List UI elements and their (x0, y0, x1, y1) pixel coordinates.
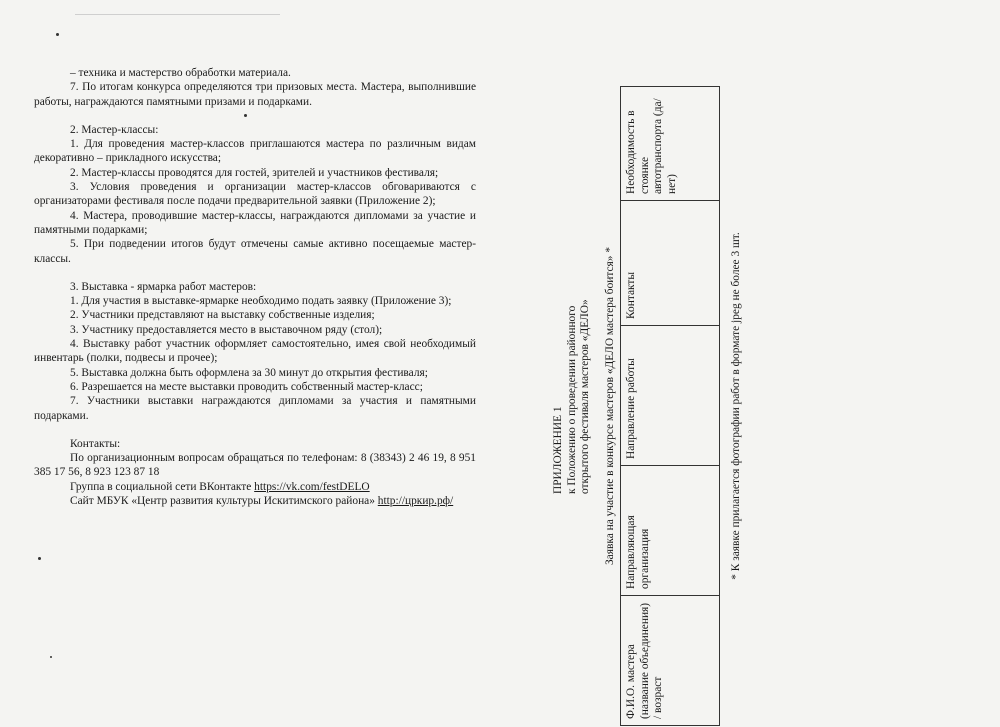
contacts-heading: Контакты: (70, 437, 121, 450)
paragraph: 2. Участники представляют на выставку собственные изделия; (70, 309, 375, 322)
paragraph: 1. Для участия в выставке-ярмарке необходимо подать заявку (Приложение 3); (70, 295, 452, 308)
section-heading-master-classes: 2. Мастер-классы: (70, 123, 159, 136)
document-body (34, 66, 476, 508)
column-header-organization: Направляющая организация (621, 465, 719, 595)
site-link[interactable]: http://цркир.рф/ (377, 495, 454, 508)
contacts-phones: По организационным вопросам обращаться по телефонам: 8 (38343) 2 46 19, 8 951 385 17 56, 8 923 123 87 18 (34, 452, 476, 479)
paragraph: 1. Для проведения мастер-классов приглашаются мастера по различным видам декоративно – прикладного искусства; (34, 138, 476, 165)
column-header-contacts: Контакты (621, 200, 719, 325)
site-line (34, 494, 476, 508)
appendix-line: к Положению о проведении районного (565, 305, 578, 494)
paragraph: – техника и мастерство обработки материала. (70, 67, 291, 79)
vk-line (34, 480, 476, 494)
paragraph: 4. Выставку работ участник оформляет самостоятельно, имея свой необходимый инвентарь (полки, подвесы и прочее); (34, 338, 476, 365)
paragraph: 3. Условия проведения и организации мастер-классов обговариваются с организаторами фестиваля после подачи предварительной заявки (Приложение 2); (34, 181, 476, 208)
paragraph: 3. Участнику предоставляется место в выставочном ряду (стол); (70, 323, 383, 336)
vk-link[interactable]: https://vk.com/festDELO (254, 480, 370, 493)
paragraph: 7. Участники выставки награждаются дипломами за участия и памятными подарками. (34, 395, 476, 422)
column-header-name: Ф.И.О. мастера (название объединения) / возраст (621, 595, 719, 725)
site-label: Сайт МБУК «Центр развития культуры Искитимского района» (70, 495, 378, 508)
column-header-parking: Необходимость в стоянке автотранспорта (да/нет) (625, 98, 678, 194)
scan-speck (38, 557, 41, 560)
paragraph: 4. Мастера, проводившие мастер-классы, награждаются дипломами за участие и памятными подарками; (34, 209, 476, 236)
paragraph: 5. При подведении итогов будут отмечены самые активно посещаемые мастер-классы. (34, 238, 476, 265)
paragraph: 5. Выставка должна быть оформлена за 30 минут до открытия фестиваля; (70, 366, 428, 379)
appendix-title: ПРИЛОЖЕНИЕ 1 (552, 406, 564, 494)
form-footnote: * К заявке прилагается фотографии работ в формате jpeg не более 3 шт. (730, 232, 742, 580)
application-form-table (620, 86, 720, 726)
paragraph: 7. По итогам конкурса определяются три призовых места. Мастера, выполнившие работы, награждаются памятными призами и подарками. (34, 81, 476, 108)
appendix-header (552, 204, 593, 494)
paragraph: 2. Мастер-классы проводятся для гостей, зрителей и участников фестиваля; (70, 166, 439, 179)
application-form-title: Заявка на участие в конкурсе мастеров «ДЕЛО мастера боится» * (604, 246, 616, 566)
appendix-1-rotated (552, 86, 742, 726)
scan-artifact-line (75, 14, 280, 15)
section-heading-exhibition: 3. Выставка - ярмарка работ мастеров: (70, 280, 257, 293)
column-header-direction: Направление работы (621, 325, 719, 465)
appendix-line: открытого фестиваля мастеров «ДЕЛО» (579, 299, 591, 494)
vk-label: Группа в социальной сети ВКонтакте (70, 480, 255, 493)
scan-speck (56, 33, 59, 36)
scan-speck (50, 656, 52, 658)
paragraph: 6. Разрешается на месте выставки проводить собственный мастер-класс; (70, 380, 423, 393)
